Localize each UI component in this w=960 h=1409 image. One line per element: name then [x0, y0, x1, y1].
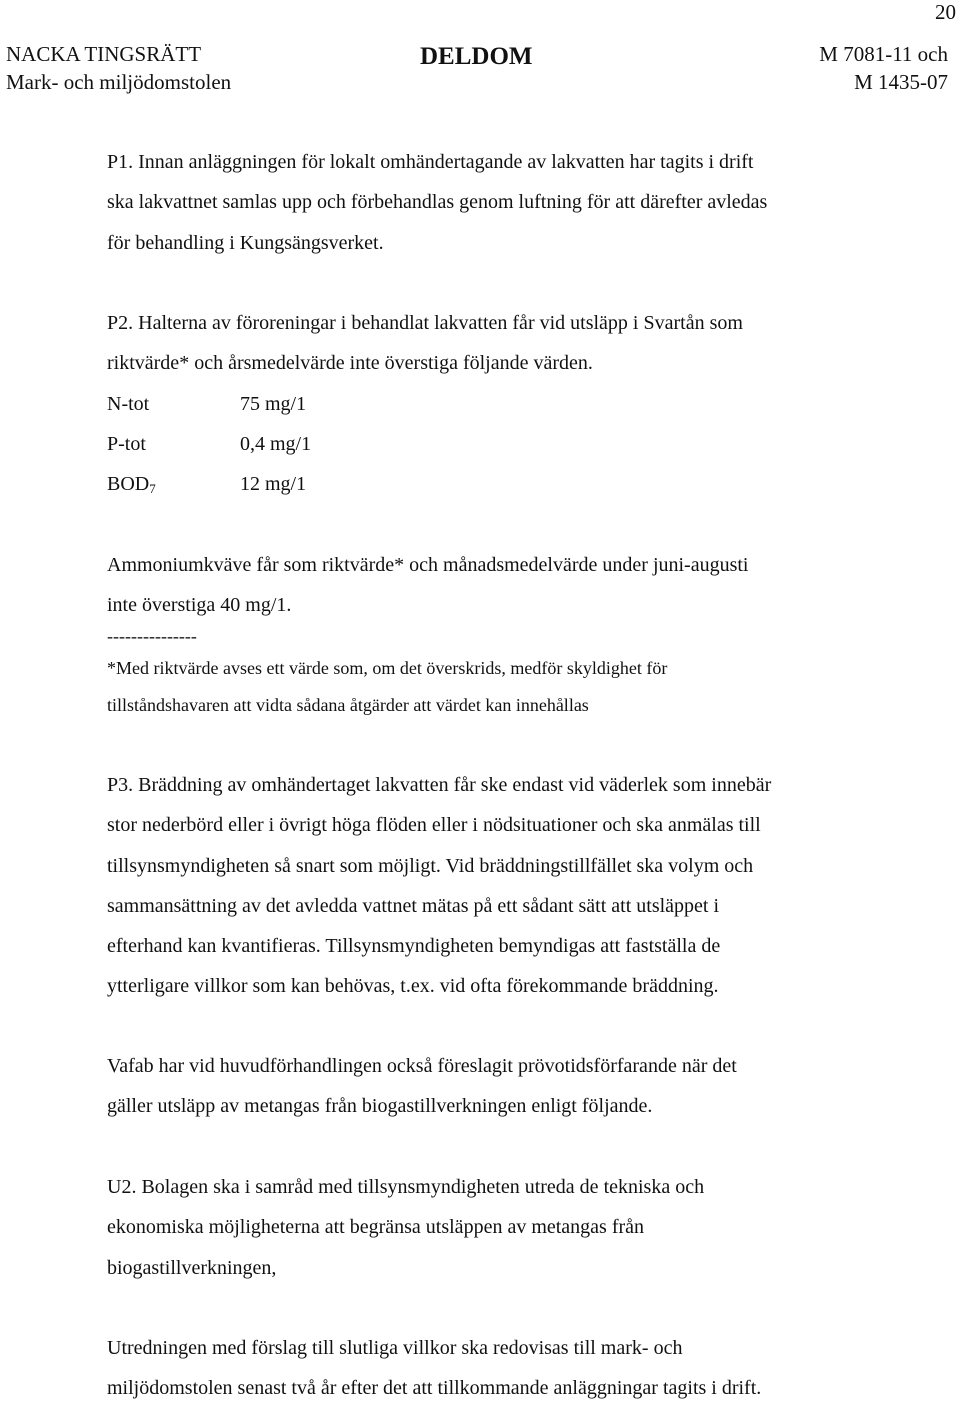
text-line: P3. Bräddning av omhändertaget lakvatten får ske endast vid väderlek som innebär [107, 774, 772, 796]
text-line: ekonomiska möjligheterna att begränsa utsläppen av metangas från [107, 1216, 645, 1239]
limit-value: 0,4 mg/1 [240, 432, 312, 455]
text-line: miljödomstolen senast två år efter det att tillkommande anläggningar tagits i drift. [107, 1377, 762, 1400]
document-type: DELDOM [420, 43, 533, 70]
paragraph-vafab [107, 1046, 737, 1127]
text-line: ytterligare villkor som kan behövas, t.ex. vid ofta förekommande bräddning. [107, 975, 719, 998]
limit-param: BOD [107, 473, 150, 496]
case-numbers-line1: M 7081-11 och [819, 42, 948, 66]
text-line: efterhand kan kvantifieras. Tillsynsmyndigheten bemyndigas att fastställa de [107, 935, 721, 958]
text-line: Utredningen med förslag till slutliga villkor ska redovisas till mark- och [107, 1337, 683, 1359]
text-line: P1. Innan anläggningen för lokalt omhändertagande av lakvatten har tagits i drift [107, 151, 754, 173]
case-numbers-line2: M 1435-07 [854, 70, 948, 94]
text-line: *Med riktvärde avses ett värde som, om det överskrids, medför skyldighet för [107, 658, 668, 678]
footnote-separator: --------------- [107, 626, 197, 646]
text-line: ska lakvattnet samlas upp och förbehandlas genom luftning för att därefter avledas [107, 191, 768, 214]
limit-param-subscript: 7 [149, 481, 156, 497]
paragraph-ammonium [107, 545, 748, 626]
footnote [107, 650, 667, 724]
text-line: tillsynsmyndigheten så snart som möjligt. Vid bräddningstillfället ska volym och [107, 854, 754, 877]
limit-param: P-tot [107, 432, 146, 455]
text-line: Ammoniumkväve får som riktvärde* och månadsmedelvärde under juni-augusti [107, 554, 749, 576]
text-line: riktvärde* och årsmedelvärde inte överstiga följande värden. [107, 352, 593, 375]
text-line: P2. Halterna av föroreningar i behandlat lakvatten får vid utsläpp i Svartån som [107, 312, 743, 334]
text-line: Vafab har vid huvudförhandlingen också föreslagit prövotidsförfarande när det [107, 1055, 737, 1077]
text-line: stor nederbörd eller i övrigt höga flöden eller i nödsituationer och ska anmälas till [107, 814, 761, 837]
text-line: tillståndshavaren att vidta sådana åtgärder att värdet kan innehållas [107, 695, 589, 715]
paragraph-p2 [107, 303, 743, 504]
limit-param: N-tot [107, 392, 150, 415]
court-division: Mark- och miljödomstolen [6, 70, 232, 94]
text-line: inte överstiga 40 mg/1. [107, 594, 292, 617]
paragraph-u2 [107, 1167, 704, 1288]
text-line: sammansättning av det avledda vattnet mätas på ett sådant sätt att utsläppet i [107, 894, 720, 917]
court-name: NACKA TINGSRÄTT [6, 42, 202, 66]
limit-value: 75 mg/1 [240, 392, 307, 415]
limit-row [107, 384, 743, 424]
text-line: biogastillverkningen, [107, 1256, 277, 1279]
paragraph-p3 [107, 765, 771, 1007]
limit-value: 12 mg/1 [240, 473, 307, 496]
paragraph-utredning [107, 1328, 761, 1409]
limit-row [107, 464, 743, 504]
text-line: U2. Bolagen ska i samråd med tillsynsmyndigheten utreda de tekniska och [107, 1176, 705, 1198]
text-line: gäller utsläpp av metangas från biogastillverkningen enligt följande. [107, 1095, 653, 1118]
page-number: 20 [935, 0, 956, 24]
text-line: för behandling i Kungsängsverket. [107, 231, 384, 254]
limit-row [107, 424, 743, 464]
paragraph-p1 [107, 142, 767, 263]
